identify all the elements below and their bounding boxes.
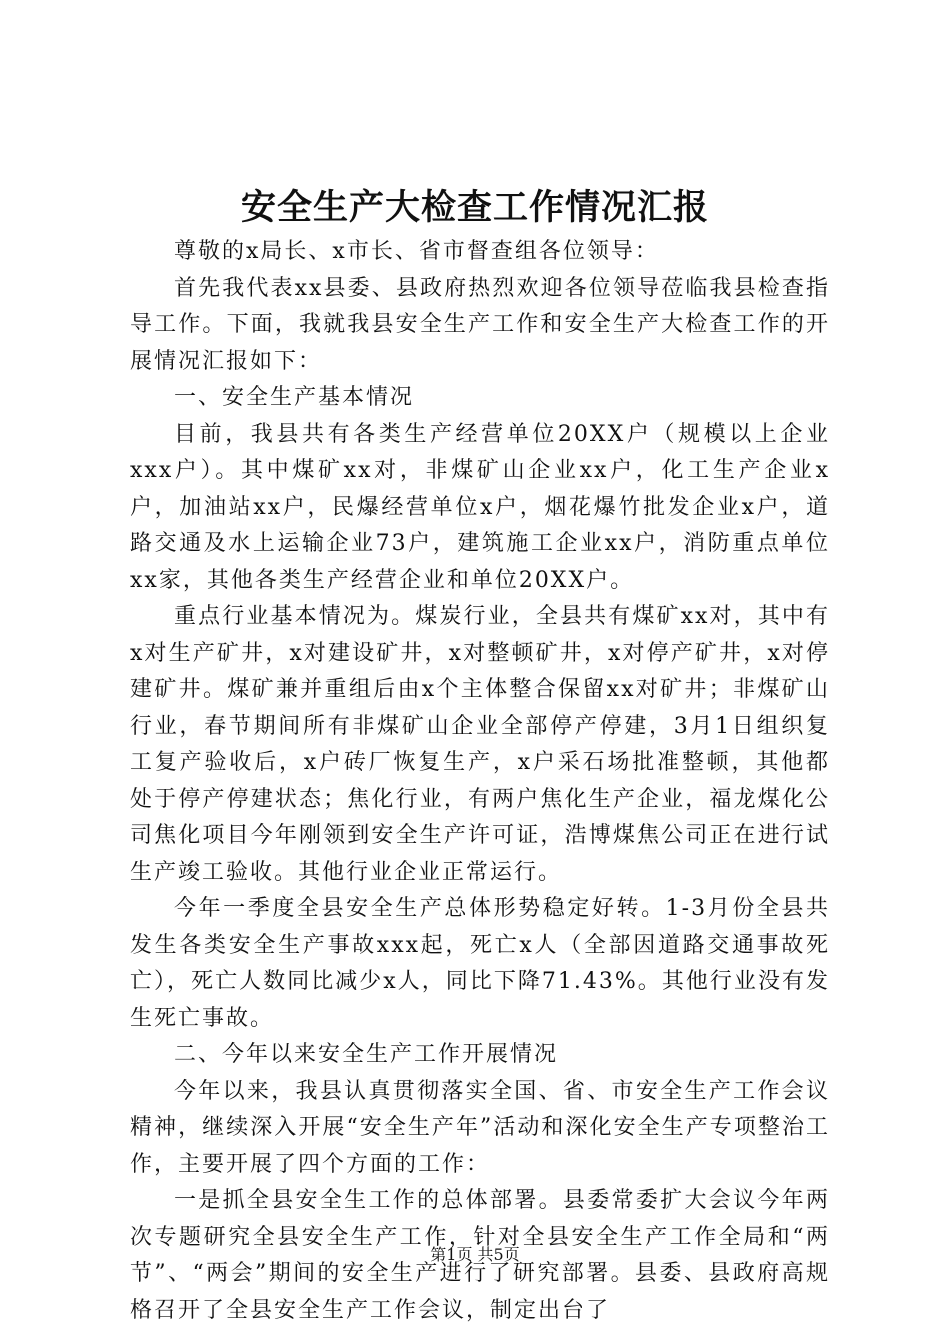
document-title: 安全生产大检查工作情况汇报: [240, 187, 709, 228]
section-heading-basic-situation: 一、安全生产基本情况: [174, 385, 415, 410]
paragraph-work-overview: 今年以来，我县认真贯彻落实全国、省、市安全生产工作会议精神，继续深入开展“安全生产年”活动和深化安全生产专项整治工作，主要开展了四个方面的工作：: [130, 1078, 830, 1177]
page-number: 第1页 共5页: [430, 1245, 520, 1264]
paragraph-key-industries: 重点行业基本情况为。煤炭行业，全县共有煤矿xx对，其中有x对生产矿井，x对建设矿井，x对整顿矿井，x对停产矿井，x对停建矿井。煤矿兼并重组后由x个主体整合保留xx对矿井；非煤矿山行业，春节期间所有非煤矿山企业全部停产停建，3月1日组织复工复产验收后，x户砖厂恢复生产，x户采石场批准整顿，其他都处于停产停建状态；焦化行业，有两户焦化生产企业，福龙煤化公司焦化项目今年刚领到安全生产许可证，浩博煤焦公司正在进行试生产竣工验收。其他行业企业正常运行。: [130, 604, 830, 885]
paragraph-intro: 首先我代表xx县委、县政府热烈欢迎各位领导莅临我县检查指导工作。下面，我就我县安全生产工作和安全生产大检查工作的开展情况汇报如下：: [130, 275, 830, 374]
section-heading-work-progress: 二、今年以来安全生产工作开展情况: [174, 1042, 559, 1067]
paragraph-enterprise-count: 目前，我县共有各类生产经营单位20XX户（规模以上企业xxx户）。其中煤矿xx对，非煤矿山企业xx户，化工生产企业x户，加油站xx户，民爆经营单位x户，烟花爆竹批发企业x户，道路交通及水上运输企业73户，建筑施工企业xx户，消防重点单位xx家，其他各类生产经营企业和单位20XX户。: [130, 421, 830, 593]
paragraph-salutation: 尊敬的x局长、x市长、省市督查组各位领导：: [174, 239, 659, 264]
paragraph-q1-situation: 今年一季度全县安全生产总体形势稳定好转。1-3月份全县共发生各类安全生产事故xxx起，死亡x人（全部因道路交通事故死亡），死亡人数同比减少x人，同比下降71.43%。其他行业没有发生死亡事故。: [130, 896, 830, 1031]
paragraph-overall-deployment: 一是抓全县安全生工作的总体部署。县委常委扩大会议今年两次专题研究全县安全生产工作，针对全县安全生产工作全局和“两节”、“两会”期间的安全生产进行了研究部署。县委、县政府高规格召开了全县安全生产工作会议，制定出台了: [130, 1188, 830, 1323]
document-body: [130, 234, 830, 1329]
